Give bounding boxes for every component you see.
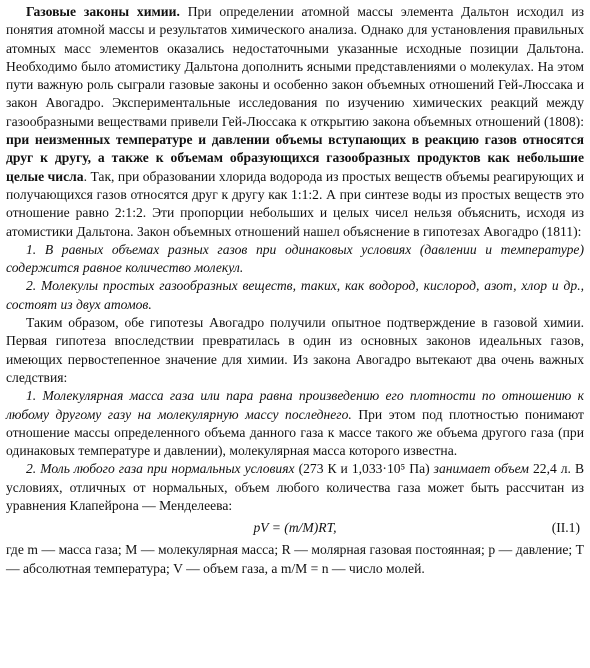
variable-definitions: где m — масса газа; M — молекулярная масса; R — молярная газовая постоянная; p — давление; T — абсолютная температура; V — объем газа, а m/M = n — число молей.	[6, 542, 584, 576]
corollary-2	[6, 460, 584, 515]
paragraph-avogadro: Таким образом, обе гипотезы Авогадро получили опытное подтверждение в газовой химии. Первая гипотеза впоследствии превратилась в один из основных законов идеальных газов, имеющих первостепенное значение для химии. Из закона Авогадро вытекают два очень важных следствия:	[6, 315, 584, 385]
law-statement: при неизменных температуре и давлении объемы вступающих в реакцию газов относятся друг к другу, а также к объемам образующихся газообразных продуктов как небольшие целые числа	[6, 132, 584, 184]
paragraph-gas-laws	[6, 3, 584, 241]
paragraph-text: При определении атомной массы элемента Дальтон исходил из понятия атомной массы и результатов химического анализа. Однако для установления правильных атомных масс элементов оказались недостаточными указанные исходные позиции Дальтона. Необходимо было атомистику Дальтона дополнить ясными представлениями о молекулах. На этом пути важную роль сыграли газовые законы и особенно закон объемных отношений Гей-Люссака и закон Авогадро. Экспериментальные исследования по изучению химических реакций между газообразными веществами привели Гей-Люссака к открытию закона объемных отношений (1808):	[6, 4, 584, 129]
equation-body: pV = (m/M)RT,	[253, 520, 337, 536]
corollary-2-text: 22,4 л. В условиях, отличных от нормальных, объем любого количества газа может быть рассчитан из уравнения Клапейрона — Менделеева:	[6, 461, 585, 514]
corollary-2-conditions: (273 К и 1,033·10⁵ Па)	[294, 461, 434, 477]
corollary-2-statement: 2. Моль любого газа при нормальных условиях	[26, 461, 295, 477]
corollary-1-statement: 1. Молекулярная масса газа или пара равна произведению его плотности по отношению к любому другому газу на молекулярную массу последнего.	[6, 388, 584, 422]
section-heading: Газовые законы химии.	[26, 4, 180, 19]
equation-clapeyron	[6, 515, 584, 541]
corollary-1	[6, 387, 584, 460]
hypothesis-2: 2. Молекулы простых газообразных веществ, таких, как водород, кислород, азот, хлор и др., состоят из двух атомов.	[6, 278, 584, 312]
equation-number: (II.1)	[551, 520, 580, 536]
corollary-1-text: При этом под плотностью понимают отношение массы определенного объема данного газа к массе такого же объема другого газа (при одинаковых температуре и давлении), молекулярная масса которого известна.	[6, 406, 584, 459]
corollary-2-statement-cont: занимает объем	[433, 461, 529, 477]
hypothesis-1: 1. В равных объемах разных газов при одинаковых условиях (давлении и температуре) содержится равное количество молекул.	[6, 241, 584, 276]
paragraph-text: . Так, при образовании хлорида водорода из простых веществ объемы реагирующих и получающихся газов относятся друг к другу как 1:1:2. А при синтезе воды из простых веществ это отношение равно 2:1:2. Эти пропорции небольших и целых чисел нельзя объяснить, исходя из атомистики Дальтона. Закон объемных отношений нашел объяснение в гипотезах Авогадро (1811):	[6, 168, 585, 239]
